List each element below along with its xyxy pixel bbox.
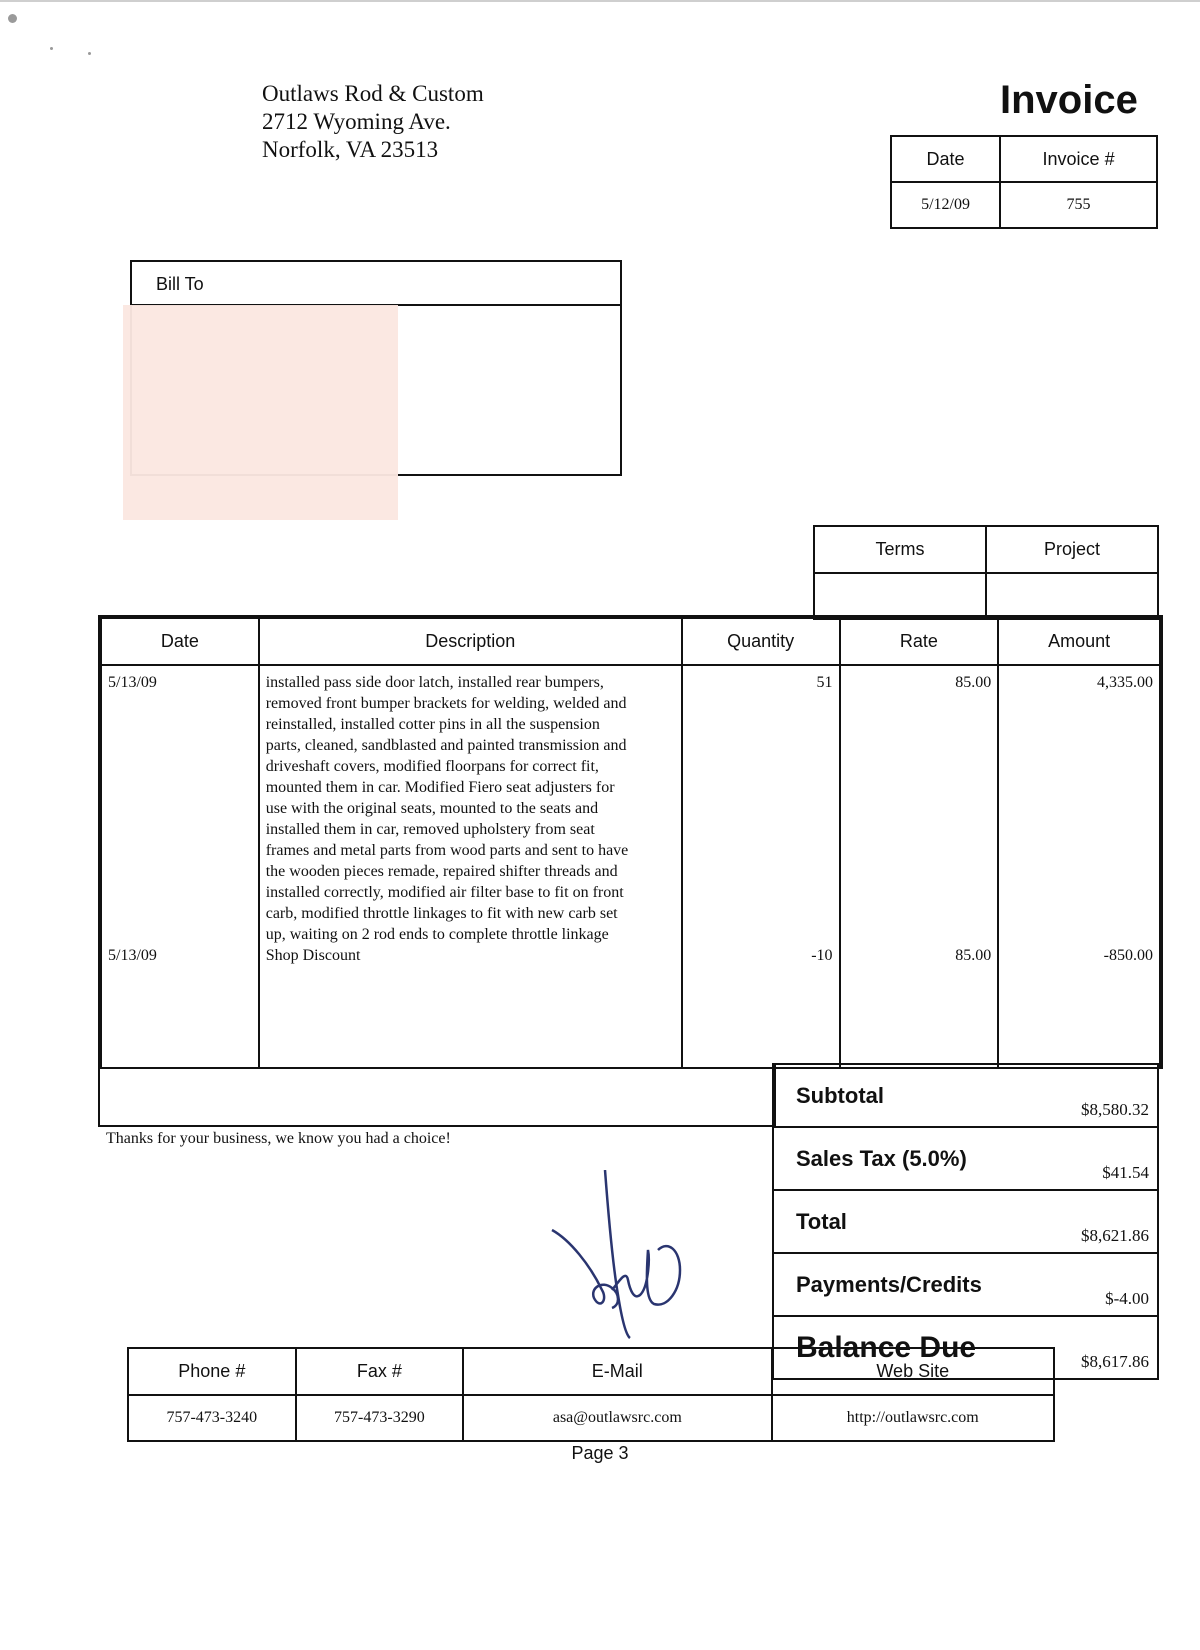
- description-line: up, waiting on 2 rod ends to complete throttle linkage: [265, 926, 609, 943]
- contact-table: [127, 1347, 1055, 1442]
- row-date: 5/13/09: [108, 674, 157, 691]
- scan-speck: [88, 52, 91, 55]
- row-rate-cell: [840, 665, 999, 1067]
- subtotal-label: Subtotal: [773, 1064, 1037, 1127]
- row-quantity: -10: [811, 947, 833, 964]
- scan-speck: [50, 47, 53, 50]
- invoice-date: 5/12/09: [891, 182, 1000, 228]
- website-header: Web Site: [772, 1348, 1055, 1395]
- row-date-cell: [101, 665, 259, 1067]
- column-header-quantity: Quantity: [682, 618, 840, 665]
- terms-table: [813, 525, 1159, 620]
- column-header-description: Description: [259, 618, 682, 665]
- email-header: E-Mail: [463, 1348, 771, 1395]
- company-street: 2712 Wyoming Ave.: [262, 109, 451, 134]
- bill-to-label: Bill To: [132, 262, 620, 306]
- signature: [550, 1170, 700, 1340]
- scan-speck: [8, 14, 17, 23]
- row-quantity: 51: [816, 674, 833, 691]
- balance-due-value: $8,617.86: [1037, 1316, 1158, 1379]
- sales-tax-label: Sales Tax (5.0%): [773, 1127, 1037, 1190]
- company-address: [262, 80, 484, 164]
- row-description-cell: [259, 665, 682, 1067]
- row-amount-cell: [998, 665, 1160, 1067]
- row-quantity-cell: [682, 665, 840, 1067]
- total-value: $8,621.86: [1037, 1190, 1158, 1253]
- total-label: Total: [773, 1190, 1037, 1253]
- column-header-amount: Amount: [998, 618, 1160, 665]
- description-line: carb, modified throttle linkages to fit with new carb set: [265, 905, 618, 922]
- table-row: [101, 665, 1160, 1067]
- company-name: Outlaws Rod & Custom: [262, 81, 484, 106]
- document-title: Invoice: [1000, 78, 1138, 122]
- balance-due-label: Balance Due: [773, 1316, 1037, 1379]
- totals-table: [772, 1063, 1159, 1380]
- row-rate: 85.00: [955, 947, 992, 964]
- invoice-header-table: [890, 135, 1158, 229]
- description-line: the wooden pieces remade, repaired shifter threads and: [265, 863, 618, 880]
- description-line: mounted them in car. Modified Fiero seat adjusters for: [265, 779, 615, 796]
- row-amount: 4,335.00: [1097, 674, 1153, 691]
- description-line: parts, cleaned, sandblasted and painted transmission and: [265, 737, 627, 754]
- fax-header: Fax #: [296, 1348, 464, 1395]
- page-number: Page 3: [571, 1443, 629, 1463]
- payments-label: Payments/Credits: [773, 1253, 1037, 1316]
- project-header: Project: [986, 526, 1158, 573]
- description-line: installed correctly, modified air filter base to fit on front: [265, 884, 624, 901]
- email-address: asa@outlawsrc.com: [463, 1395, 771, 1441]
- company-city: Norfolk, VA 23513: [262, 137, 439, 162]
- invoice-number: 755: [1000, 182, 1157, 228]
- subtotal-value: $8,580.32: [1037, 1064, 1158, 1127]
- thanks-message: Thanks for your business, we know you had a choice!: [106, 1130, 451, 1147]
- invoice-number-header: Invoice #: [1000, 136, 1157, 182]
- sales-tax-value: $41.54: [1037, 1127, 1158, 1190]
- terms-value: [814, 573, 986, 619]
- row-amount: -850.00: [1103, 947, 1153, 964]
- column-header-date: Date: [101, 618, 259, 665]
- description-line: frames and metal parts from wood parts and sent to have: [265, 842, 629, 859]
- description-line: installed pass side door latch, installed rear bumpers,: [265, 674, 604, 691]
- column-header-rate: Rate: [840, 618, 999, 665]
- terms-header: Terms: [814, 526, 986, 573]
- row-rate: 85.00: [955, 674, 992, 691]
- phone-number: 757-473-3240: [128, 1395, 296, 1441]
- description-line: use with the original seats, mounted to the seats and: [265, 800, 599, 817]
- project-value: [986, 573, 1158, 619]
- line-items: [98, 615, 1163, 1069]
- row-description: [266, 672, 675, 945]
- description-line: removed front bumper brackets for welding, welded and: [265, 695, 627, 712]
- description-line: installed them in car, removed upholstery from seat: [265, 821, 595, 838]
- redacted-address: [123, 305, 398, 520]
- payments-value: $-4.00: [1037, 1253, 1158, 1316]
- description-line: driveshaft covers, modified floorpans for correct fit,: [265, 758, 599, 775]
- date-header: Date: [891, 136, 1000, 182]
- phone-header: Phone #: [128, 1348, 296, 1395]
- description-line: reinstalled, installed cotter pins in all the suspension: [265, 716, 600, 733]
- row-date: 5/13/09: [108, 947, 157, 964]
- row-description: Shop Discount: [265, 947, 361, 964]
- notes-row: [98, 1065, 776, 1127]
- scan-edge: [0, 0, 1200, 2]
- line-items-table: [100, 617, 1161, 1067]
- fax-number: 757-473-3290: [296, 1395, 464, 1441]
- website-url: http://outlawsrc.com: [772, 1395, 1055, 1441]
